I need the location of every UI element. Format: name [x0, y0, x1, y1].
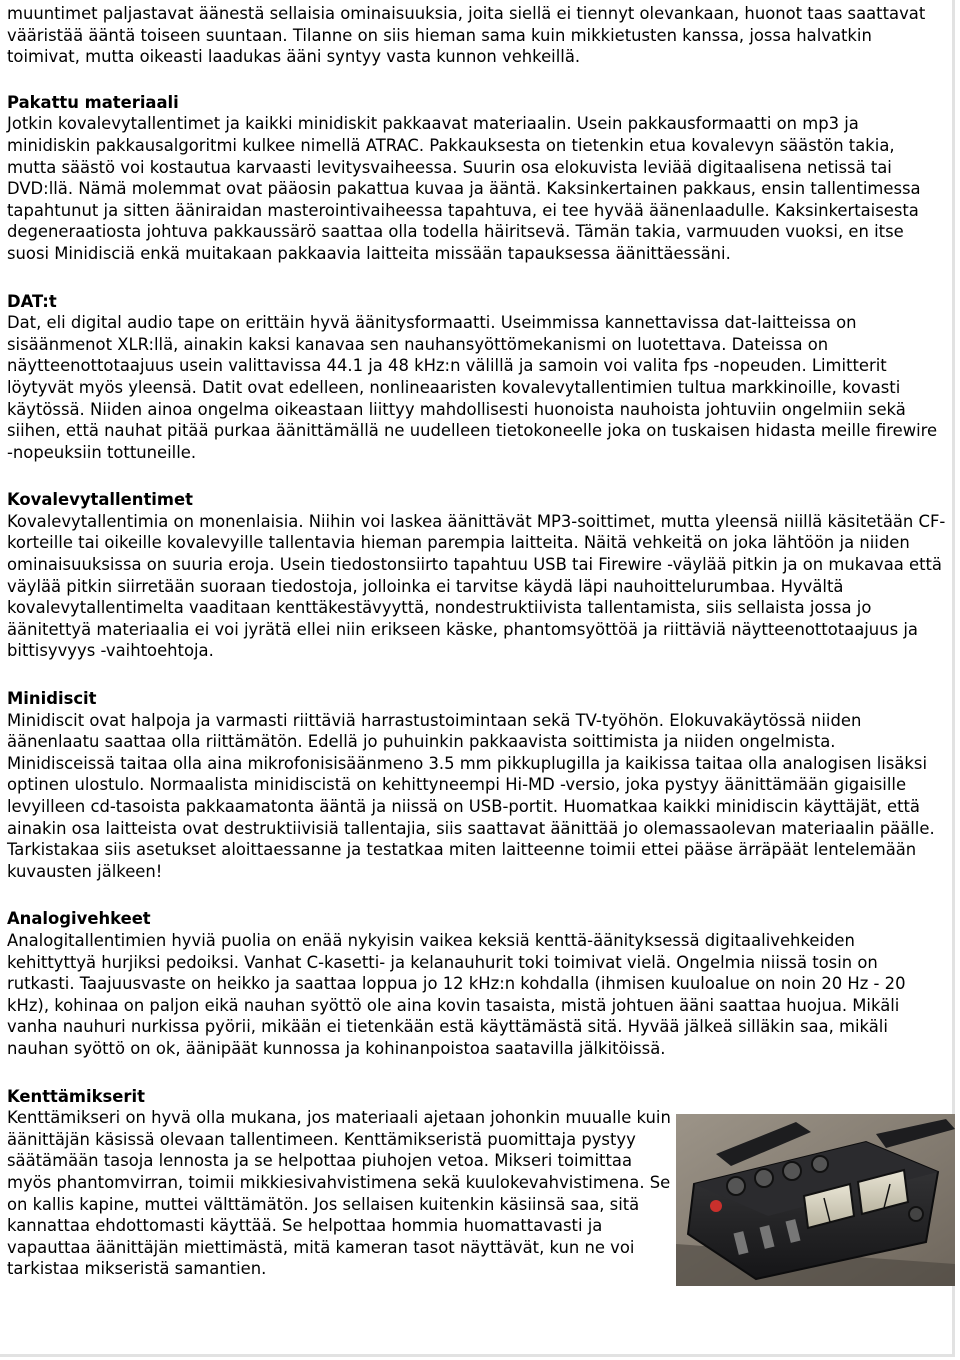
section-heading: DAT:t — [7, 291, 57, 311]
section-heading: Kovalevytallentimet — [7, 490, 193, 510]
document-body — [7, 3, 947, 1280]
section-heading: Minidiscit — [7, 689, 97, 709]
section-dat — [7, 291, 947, 464]
section-body: Minidiscit ovat halpoja ja varmasti riittäviä harrastustoimintaan sekä TV-työhön. Elokuvakäytössä niiden äänenlaatu saattaa olla riittämätön. Edellä jo puhuinkin pakkaavista soittimista ja niiden ongelmista. Minidisceissä taitaa olla aina mikrofonisisäänmeno 3.5 mm pikkuplugilla ja kaikissa taitaa olla analogisen lisäksi optinen ulostulo. Normaalista minidiscistä on kehittyneempi Hi-MD -versio, joka pystyy äänittämään gigaisille levyilleen cd-tasoista pakkaamatonta ääntä ja niissä on USB-portit. Huomatkaa kaikki minidiscin käyttäjät, että ainakin osa laitteista ovat destruktiivisiä tallentajia, siis saattavat äänittää jo olemassaolevan materiaalin päälle. Tarkistakaa siis asetukset aloittaessanne ja testatkaa miten laitteenne toimii ettei pääse ärräpäät lentelemään kuvausten jälkeen! — [7, 710, 935, 881]
field-mixer-photo — [676, 1114, 955, 1286]
section-heading: Analogivehkeet — [7, 909, 151, 929]
section-heading: Kenttämikserit — [7, 1086, 145, 1106]
section-analogivehkeet — [7, 908, 947, 1059]
section-heading: Pakattu materiaali — [7, 92, 179, 112]
intro-paragraph: muuntimet paljastavat äänestä sellaisia ominaisuuksia, joita siellä ei tiennyt olevankaan, huonot taas saattavat vääristää ääntä toiseen suuntaan. Tilanne on siis hieman sama kuin mikkietusten kanssa, jossa halvatkin toimivat, mutta oikeasti laadukas ääni syntyy vasta kunnon vehkeillä. — [7, 4, 926, 67]
section-body: Kovalevytallentimia on monenlaisia. Niihin voi laskea äänittävät MP3-soittimet, mutta yleensä niillä käsitetään CF-korteille tai oikeille kovalevyille tallentavia hieman parempia laitteita. Näitä vehkeitä on joka lähtöön ja niiden ominaisuuksissa on suuria eroja. Usein tiedostonsiirto tapahtuu USB tai Firewire -väylää pitkin ja on mukavaa että väylää pitkin siirretään suoraan tiedostoja, jolloinka ei tarvitse käydä läpi nauhoittelurumbaa. Hyvältä kovalevytallentimelta vaaditaan kenttäkestävyyttä, nondestruktiivista tallentamista, siis sellaista jossa jo äänitettyä materiaalia ei voi jyrätä ellei niin erikseen käske, phantomsyöttöä ja riittäviä näytteenottotaajuus ja bittisyvyys -vaihtoehtoja. — [7, 511, 946, 661]
section-body: Dat, eli digital audio tape on erittäin hyvä äänitysformaatti. Useimmissa kannettavissa dat-laitteissa on sisäänmenot XLR:llä, ainakin kaksi kanavaa sen nauhansyöttömekanismi on luotettava. Dateissa on näytteenottotaajuus usein valittavissa 44.1 ja 48 kHz:n välillä ja samoin voi valita fps -nopeuden. Limitterit löytyvät myös yleensä. Datit ovat edelleen, nonlineaaristen kovalevytallentimien tultua markkinoille, kovasti käytössä. Niiden ainoa ongelma oikeastaan liittyy mahdollisesti huonoista nauhoista johtuviin ongelmiin sekä siihen, että nauhat pitää purkaa äänittämällä ne uudelleen tietokoneelle joka on tuskaisen hidasta meille firewire -nopeuksiin tottuneille. — [7, 313, 938, 462]
section-pakattu-materiaali — [7, 92, 947, 265]
field-mixer-illustration — [676, 1114, 955, 1286]
section-minidiscit — [7, 688, 947, 882]
section-body: Analogitallentimien hyviä puolia on enää nykyisin vaikea keksiä kenttä-äänityksessä digitaalivehkeiden kehittyttyä hurjiksi pedoiksi. Vanhat C-kasetti- ja kelanauhurit toki toimivat vielä. Ongelmia niissä tosin on rutkasti. Taajuusvaste on heikko ja saattaa loppua jo 12 kHz:n kohdalla (ihmisen kuuloalue on noin 20 Hz - 20 kHz), kohinaa on paljon eikä nauhan syöttö ole aina kovin tasaista, mistä johtuen ääni saattaa huojua. Mikäli vanha nauhuri nurkissa pyörii, mikään ei tietenkään estä käyttämästä sitä. Hyvää jälkeä silläkin saa, mikäli nauhan syöttö on ok, äänipäät kunnossa ja kohinanpoistoa saatavilla jälkitöissä. — [7, 930, 906, 1058]
section-body: Kenttämikseri on hyvä olla mukana, jos materiaali ajetaan johonkin muualle kuin äänittäjän käsissä olevaan tallentimeen. Kenttämikseristä puomittaja pystyy säätämään tasoja lennosta ja se helpottaa piuhojen vetoa. Mikseri toimittaa myös phantomvirran, toimii mikkiesivahvistimena sekä kuulokevahvistimena. Se on kallis kapine, muttei välttämätön. Jos sellaisen kuitenkin käsiinsä saa, sitä kannattaa ehdottomasti käyttää. Se helpottaa hommia huomattavasti ja vapauttaa äänittäjän miettimästä, mitä kameran tasot näyttävät, kun ne voi tarkistaa mikseristä samantien. — [7, 1108, 671, 1279]
section-body: Jotkin kovalevytallentimet ja kaikki minidiskit pakkaavat materiaalin. Usein pakkausformaatti on mp3 ja minidiskin pakkausalgoritmi kulkee nimellä ATRAC. Pakkauksesta on tietenkin etua kovalevyn säästön takia, mutta säästö voi kostautua karvaasti levitysvaiheessa. Suurin osa elokuvista leviää digitaalisena netissä tai DVD:llä. Nämä molemmat ovat pääosin pakattua kuvaa ja ääntä. Kaksinkertainen pakkaus, ensin tallentimessa tapahtunut ja sitten ääniraidan masterointivaiheessa tapahtuva, ei tee hyvää äänenlaadulle. Kaksinkertaisesta degeneraatiosta johtuva pakkaussärö saattaa olla todella häiritsevä. Tämän takia, varmuuden vuoksi, en itse suosi Minidisciä enkä muitakaan pakkaavia laitteita missään tapauksessa äänittäessäni. — [7, 114, 921, 263]
section-kovalevytallentimet — [7, 489, 947, 662]
